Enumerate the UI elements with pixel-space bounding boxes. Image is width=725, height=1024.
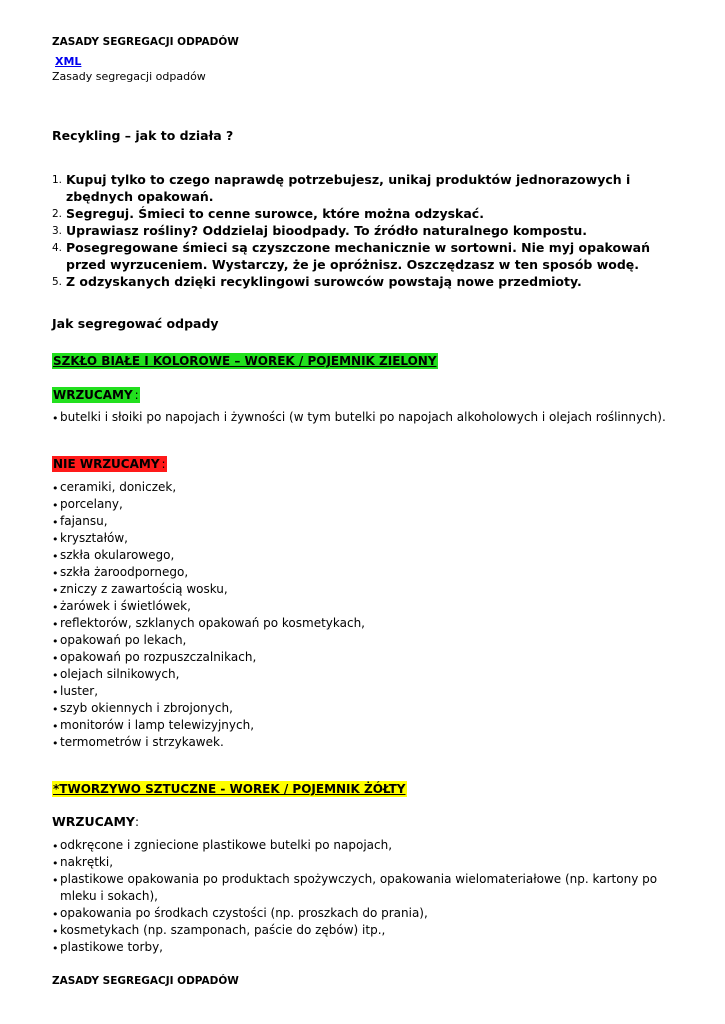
list-item: • opakowań po lekach, bbox=[52, 632, 682, 649]
list-item: • zniczy z zawartością wosku, bbox=[52, 581, 682, 598]
document-subtitle: Zasady segregacji odpadów bbox=[52, 70, 206, 83]
list-item: • termometrów i strzykawek. bbox=[52, 734, 682, 751]
glass-reject-heading bbox=[52, 453, 167, 472]
list-item: • ceramiki, doniczek, bbox=[52, 479, 682, 496]
list-item: • fajansu, bbox=[52, 513, 682, 530]
glass-heading-label: SZKŁO BIAŁE I KOLOROWE – WOREK / POJEMNIK ZIELONY bbox=[53, 354, 437, 368]
glass-reject-colon: : bbox=[161, 457, 166, 471]
list-item: • kryształów, bbox=[52, 530, 682, 547]
list-item: • szkła żaroodpornego, bbox=[52, 564, 682, 581]
list-item: • luster, bbox=[52, 683, 682, 700]
recycling-heading: Recykling – jak to działa ? bbox=[52, 128, 234, 143]
plastic-heading-label: *TWORZYWO SZTUCZNE - WOREK / POJEMNIK ŻÓŁTY bbox=[53, 782, 406, 796]
list-item: 1. Kupuj tylko to czego naprawdę potrzebujesz, unikaj produktów jednorazowych i zbędnych opakowań. bbox=[52, 172, 631, 204]
list-item: • opakowań po rozpuszczalnikach, bbox=[52, 649, 682, 666]
list-item: 3. Uprawiasz rośliny? Oddzielaj bioodpady. To źródło naturalnego kompostu. bbox=[52, 223, 588, 238]
glass-section-heading bbox=[52, 350, 438, 369]
list-item: 5. Z odzyskanych dzięki recyklingowi surowców powstają nowe przedmioty. bbox=[52, 274, 582, 289]
recycling-steps bbox=[52, 171, 662, 290]
plastic-section-heading bbox=[52, 778, 407, 797]
list-item: • plastikowe torby, bbox=[52, 939, 682, 956]
list-item: • szkła okularowego, bbox=[52, 547, 682, 564]
footer-title: ZASADY SEGREGACJI ODPADÓW bbox=[52, 975, 239, 987]
list-item: • kosmetykach (np. szamponach, paście do zębów) itp., bbox=[52, 922, 682, 939]
list-item: • opakowania po środkach czystości (np. proszkach do prania), bbox=[52, 905, 682, 922]
list-item: 4. Posegregowane śmieci są czyszczone mechanicznie w sortowni. Nie myj opakowań przed wyrzuceniem. Wystarczy, że je opróżnisz. Oszczędzasz w ten sposób wodę. bbox=[52, 240, 650, 272]
list-item: • porcelany, bbox=[52, 496, 682, 513]
glass-accept-heading bbox=[52, 384, 140, 403]
plastic-accept-list bbox=[52, 837, 682, 956]
document-title: ZASADY SEGREGACJI ODPADÓW bbox=[52, 36, 239, 48]
list-item: • nakrętki, bbox=[52, 854, 682, 871]
glass-reject-label: NIE WRZUCAMY bbox=[53, 457, 160, 471]
plastic-accept-label: WRZUCAMY bbox=[52, 814, 135, 829]
list-item: • plastikowe opakowania po produktach spożywczych, opakowania wielomateriałowe (np. kartony po mleku i sokach), bbox=[52, 871, 682, 905]
list-item: • olejach silnikowych, bbox=[52, 666, 682, 683]
glass-reject-list bbox=[52, 479, 682, 751]
glass-accept-label: WRZUCAMY bbox=[53, 388, 133, 402]
list-item: 2. Segreguj. Śmieci to cenne surowce, które można odzyskać. bbox=[52, 206, 484, 221]
list-item: • szyb okiennych i zbrojonych, bbox=[52, 700, 682, 717]
plastic-accept-heading bbox=[52, 811, 139, 830]
list-item: • butelki i słoiki po napojach i żywności (w tym butelki po napojach alkoholowych i olejach roślinnych). bbox=[52, 409, 682, 426]
how-to-segregate-heading: Jak segregować odpady bbox=[52, 316, 219, 331]
list-item: • reflektorów, szklanych opakowań po kosmetykach, bbox=[52, 615, 682, 632]
list-item: • odkręcone i zgniecione plastikowe butelki po napojach, bbox=[52, 837, 682, 854]
glass-accept-list bbox=[52, 409, 682, 426]
xml-link[interactable]: XML bbox=[55, 55, 82, 68]
plastic-accept-colon: : bbox=[134, 815, 140, 829]
glass-accept-colon: : bbox=[134, 388, 139, 402]
list-item: • żarówek i świetlówek, bbox=[52, 598, 682, 615]
list-item: • monitorów i lamp telewizyjnych, bbox=[52, 717, 682, 734]
